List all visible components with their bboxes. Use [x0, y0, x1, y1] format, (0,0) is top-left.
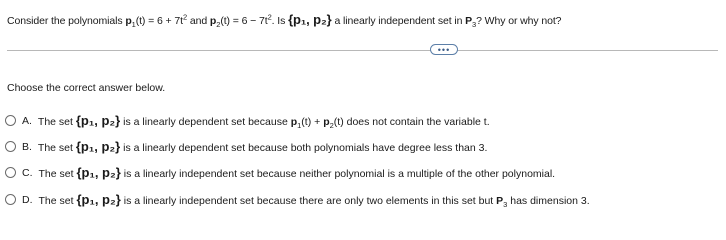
p2-expression: (t) = 6 − 7t: [220, 15, 268, 27]
p2-subscript: 2: [216, 20, 221, 30]
option-letter-a: A.: [22, 114, 32, 127]
option-text-a: [37, 113, 490, 131]
option-c-pre: The set: [38, 168, 77, 180]
p1-subscript: 1: [131, 20, 136, 30]
more-button[interactable]: [430, 44, 458, 55]
radio-button-a[interactable]: [5, 115, 16, 126]
space-subscript: 3: [472, 20, 477, 30]
option-a-p2: p: [323, 116, 330, 128]
section-divider: [7, 50, 718, 51]
option-d-set: {p₁, p₂}: [76, 192, 121, 207]
option-d-text1: is a linearly independent set because there are only two elements in this set but: [120, 195, 497, 207]
option-a-set: {p₁, p₂}: [75, 113, 121, 128]
p2-exponent: 2: [267, 12, 272, 22]
option-a-p2-sub: 2: [329, 121, 334, 131]
option-a[interactable]: [5, 113, 490, 131]
option-c-text1: is a linearly independent set because neither polynomial is a multiple of the other polynomial.: [120, 168, 556, 180]
option-d-space: P: [496, 195, 504, 207]
option-a-plus: (t) +: [301, 116, 324, 128]
p1-exponent: 2: [182, 12, 188, 22]
space-symbol: P: [465, 15, 473, 27]
question-set: {p₁, p₂}: [288, 12, 332, 27]
question-mid: a linearly independent set in: [331, 15, 466, 27]
p2-symbol: p: [209, 15, 217, 27]
option-d-text2: has dimension 3.: [507, 195, 590, 207]
radio-button-d[interactable]: [5, 194, 16, 205]
option-text-c: [39, 165, 556, 180]
question-text: [7, 12, 562, 30]
option-b[interactable]: [5, 139, 487, 154]
option-c[interactable]: [5, 165, 555, 180]
option-b-set: {p₁, p₂}: [75, 139, 121, 154]
p1-expression: (t) = 6 + 7t: [135, 15, 183, 27]
option-letter-d: D.: [22, 193, 33, 206]
question-and: and: [187, 15, 210, 27]
option-a-pre: The set: [37, 116, 76, 128]
option-text-d: [38, 192, 590, 210]
option-a-text2: (t) does not contain the variable t.: [333, 116, 490, 128]
option-d-space-sub: 3: [503, 200, 508, 210]
option-a-p1-sub: 1: [297, 121, 302, 131]
question-pre: Consider the polynomials: [7, 15, 126, 27]
option-b-pre: The set: [37, 142, 76, 154]
option-d[interactable]: [5, 192, 590, 210]
option-a-text1: is a linearly dependent set because: [120, 116, 291, 128]
option-letter-b: B.: [22, 140, 32, 153]
option-c-set: {p₁, p₂}: [76, 165, 121, 180]
answer-prompt: Choose the correct answer below.: [7, 82, 166, 94]
option-d-pre: The set: [38, 195, 77, 207]
radio-button-b[interactable]: [5, 141, 16, 152]
option-a-p1: p: [290, 116, 298, 128]
more-dots: •••: [437, 44, 451, 55]
option-text-b: [38, 139, 488, 154]
question-is: . Is: [271, 15, 289, 27]
p1-symbol: p: [125, 15, 132, 27]
option-b-text1: is a linearly dependent set because both polynomials have degree less than 3.: [120, 142, 488, 154]
radio-button-c[interactable]: [5, 167, 16, 178]
question-post: ? Why or why not?: [476, 15, 562, 27]
option-letter-c: C.: [22, 166, 33, 179]
